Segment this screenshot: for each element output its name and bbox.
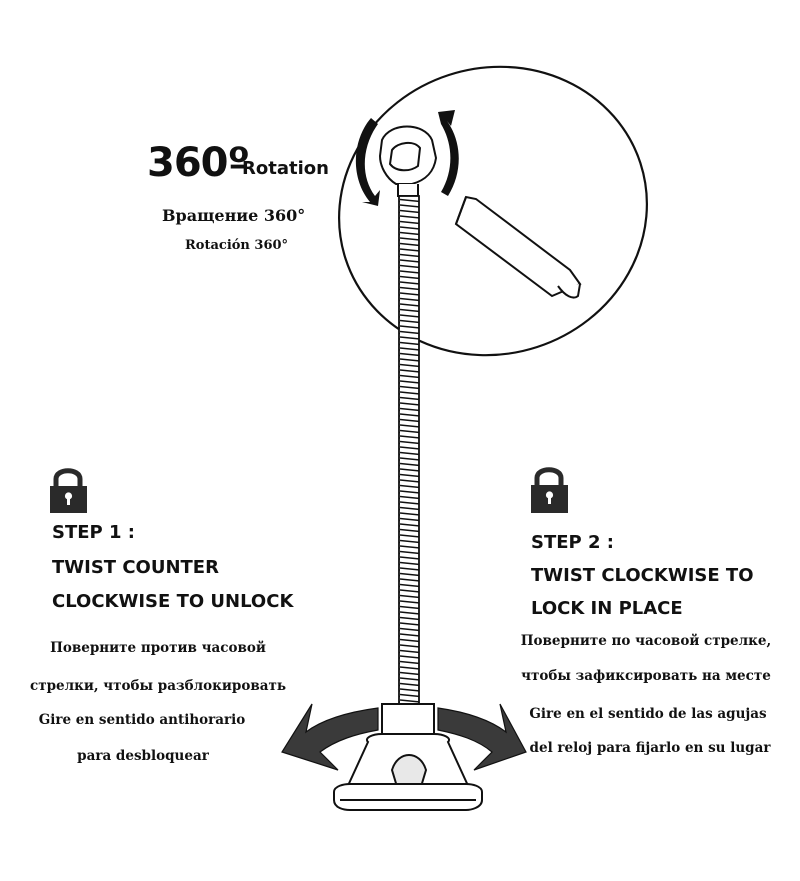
- step1-russian-line1: Поверните против часовой: [50, 640, 266, 656]
- rotation-degrees: 360º: [147, 140, 250, 186]
- step2-line2: LOCK IN PLACE: [531, 598, 683, 619]
- step1-spanish-line2: para desbloquear: [77, 748, 209, 764]
- gooseneck-arm: [399, 196, 419, 706]
- step1-line2: CLOCKWISE TO UNLOCK: [52, 591, 294, 612]
- step2-russian-line2: чтобы зафиксировать на месте: [521, 668, 771, 684]
- rotation-label-spanish: Rotación 360°: [185, 238, 289, 253]
- rotation-label-russian: Вращение 360°: [162, 206, 306, 225]
- step2-spanish-line2: del reloj para fijarlo en su lugar: [529, 740, 771, 756]
- padlock-icon: [50, 471, 87, 513]
- rotation-label: Rotation: [242, 158, 329, 179]
- step2-spanish-line1: Gire en el sentido de las agujas: [529, 706, 767, 722]
- step2-title: STEP 2 :: [531, 532, 614, 553]
- step1-line1: TWIST COUNTER: [52, 557, 219, 578]
- step2-russian-line1: Поверните по часовой стрелке,: [520, 633, 772, 649]
- step1-spanish-line1: Gire en sentido antihorario: [38, 712, 246, 728]
- step2-line1: TWIST CLOCKWISE TO: [531, 565, 754, 586]
- padlock-icon: [531, 470, 568, 513]
- step1-title: STEP 1 :: [52, 522, 135, 543]
- step1-russian-line2: стрелки, чтобы разблокировать: [30, 678, 286, 694]
